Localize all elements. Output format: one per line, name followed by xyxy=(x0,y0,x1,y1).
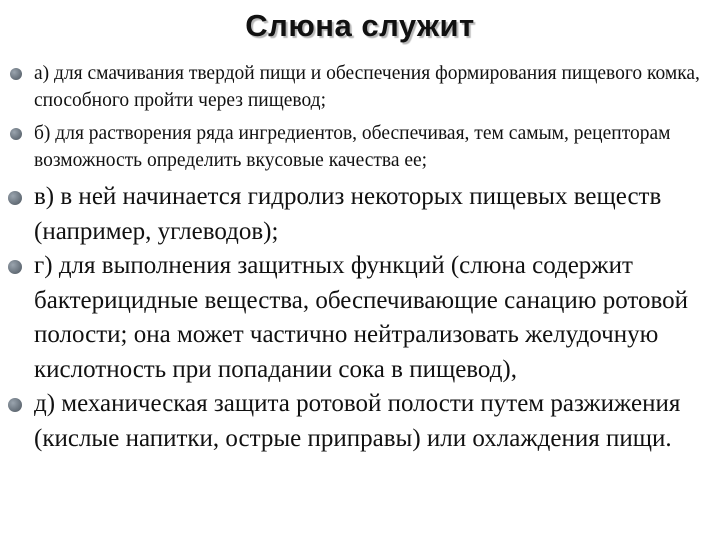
bullet-item-b xyxy=(10,120,710,174)
bullet-list xyxy=(10,60,710,456)
bullet-item-a xyxy=(10,60,710,114)
bullet-item-c xyxy=(10,180,710,249)
bullet-item-d xyxy=(10,249,710,387)
bullet-text-e: д) механическая защита ротовой полости путем разжижения (кислые напитки, острые приправы) или охлаждения пищи. xyxy=(34,390,681,452)
bullet-item-e xyxy=(10,387,710,456)
bullet-dot-icon xyxy=(10,128,22,140)
bullet-dot-icon xyxy=(8,398,22,412)
bullet-text-c: в) в ней начинается гидролиз некоторых пищевых веществ (например, углеводов); xyxy=(34,183,662,245)
bullet-dot-icon xyxy=(10,68,22,80)
slide-title: Слюна служит xyxy=(245,8,475,43)
bullet-dot-icon xyxy=(8,191,22,205)
bullet-text-a: а) для смачивания твердой пищи и обеспечения формирования пищевого комка, способного пройти через пищевод; xyxy=(34,63,700,111)
bullet-text-b: б) для растворения ряда ингредиентов, обеспечивая, тем самым, рецепторам возможность определить вкусовые качества ее; xyxy=(34,123,671,171)
bullet-text-d: г) для выполнения защитных функций (слюна содержит бактерицидные вещества, обеспечивающие санацию ротовой полости; она может частично нейтрализовать желудочную кислотность при попадании сока в пищевод), xyxy=(34,252,689,383)
bullet-dot-icon xyxy=(8,260,22,274)
